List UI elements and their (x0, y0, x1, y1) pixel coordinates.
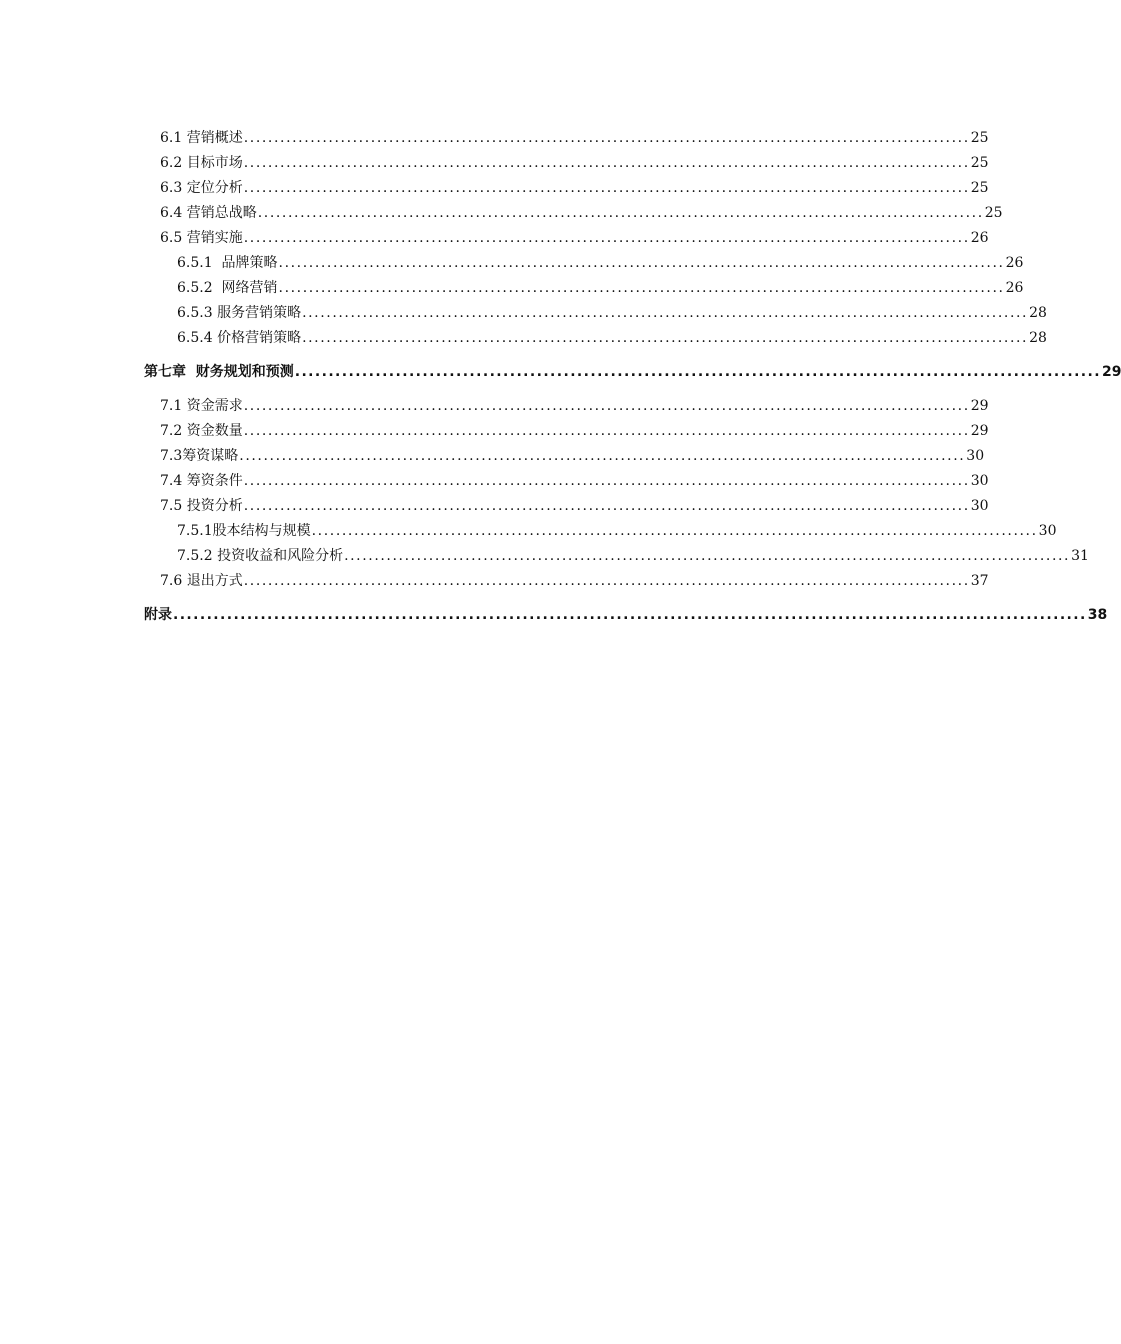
toc-dot-leader: ........................................................................................................................ (243, 423, 970, 439)
toc-entry-page: 25 (970, 155, 989, 171)
toc-dot-leader: ........................................................................................................................ (243, 130, 970, 146)
toc-entry-label: 6.5.4 价格营销策略 (177, 330, 302, 346)
toc-entry-label: 6.3 定位分析 (160, 180, 243, 196)
toc-entry-page: 30 (970, 473, 989, 489)
toc-entry-page: 31 (1071, 548, 1089, 564)
toc-entry-page: 30 (970, 498, 989, 514)
toc-entry-page: 28 (1029, 305, 1047, 321)
toc-entry-label: 7.5.2 投资收益和风险分析 (177, 548, 344, 564)
toc-dot-leader: ........................................................................................................................ (278, 255, 1005, 271)
toc-dot-leader: ........................................................................................................................................ (173, 607, 1087, 623)
toc-entry-label: 6.5.2 网络营销 (177, 280, 278, 296)
toc-entry-7-5[interactable] (160, 497, 989, 515)
toc-entry-6-4[interactable] (160, 204, 1003, 222)
toc-entry-label: 7.2 资金数量 (160, 423, 243, 439)
toc-entry-label: 7.5 投资分析 (160, 498, 243, 514)
toc-entry-7-1[interactable] (160, 397, 989, 415)
toc-entry-6-3[interactable] (160, 179, 989, 197)
toc-entry-7-2[interactable] (160, 422, 989, 440)
toc-entry-6-5-2[interactable] (177, 279, 1024, 297)
toc-chapter-label: 附录 (144, 607, 172, 623)
toc-dot-leader: ........................................................................................................................ (243, 573, 970, 589)
toc-entry-label: 6.2 目标市场 (160, 155, 243, 171)
toc-entry-7-5-2[interactable] (177, 547, 1089, 565)
toc-entry-7-6[interactable] (160, 572, 989, 590)
toc-entry-label: 7.6 退出方式 (160, 573, 243, 589)
toc-dot-leader: ........................................................................................................................ (243, 473, 970, 489)
toc-entry-6-2[interactable] (160, 154, 989, 172)
toc-dot-leader: ........................................................................................................................ (257, 205, 984, 221)
toc-chapter-label: 第七章 财务规划和预测 (144, 364, 294, 380)
toc-dot-leader: ........................................................................................................................ (344, 548, 1071, 564)
toc-entry-page: 26 (970, 230, 989, 246)
toc-dot-leader: ........................................................................................................................ (311, 523, 1038, 539)
toc-entry-6-5[interactable] (160, 229, 989, 247)
toc-entry-page: 25 (984, 205, 1003, 221)
toc-entry-7-4[interactable] (160, 472, 989, 490)
toc-chapter-appendix[interactable] (144, 606, 1108, 624)
toc-entry-page: 37 (970, 573, 989, 589)
toc-entry-label: 7.1 资金需求 (160, 398, 243, 414)
toc-chapter-7[interactable] (144, 363, 1121, 381)
toc-dot-leader: ........................................................................................................................ (294, 364, 1101, 380)
toc-entry-page: 25 (970, 130, 989, 146)
toc-entry-label: 7.4 筹资条件 (160, 473, 243, 489)
toc-entry-6-5-1[interactable] (177, 254, 1024, 272)
toc-entry-page: 26 (1005, 255, 1024, 271)
toc-dot-leader: ........................................................................................................................ (243, 398, 970, 414)
toc-entry-label: 7.3筹资谋略 (160, 448, 239, 464)
toc-entry-page: 28 (1029, 330, 1047, 346)
toc-entry-label: 6.5 营销实施 (160, 230, 243, 246)
toc-chapter-page: 29 (1101, 364, 1121, 380)
toc-dot-leader: ........................................................................................................................ (243, 180, 970, 196)
toc-entry-label: 6.5.1 品牌策略 (177, 255, 278, 271)
toc-dot-leader: ........................................................................................................................ (243, 230, 970, 246)
toc-dot-leader: ........................................................................................................................ (302, 305, 1029, 321)
toc-entry-label: 6.5.3 服务营销策略 (177, 305, 302, 321)
toc-entry-7-3[interactable] (160, 447, 985, 465)
toc-entry-6-1[interactable] (160, 129, 989, 147)
toc-entry-6-5-3[interactable] (177, 304, 1047, 322)
toc-dot-leader: ........................................................................................................................ (302, 330, 1029, 346)
toc-entry-page: 29 (970, 398, 989, 414)
toc-entry-6-5-4[interactable] (177, 329, 1047, 347)
toc-entry-page: 30 (966, 448, 985, 464)
toc-dot-leader: ........................................................................................................................ (243, 155, 970, 171)
toc-entry-page: 29 (970, 423, 989, 439)
toc-chapter-page: 38 (1087, 607, 1108, 623)
toc-entry-7-5-1[interactable] (177, 522, 1057, 540)
toc-entry-page: 30 (1038, 523, 1057, 539)
toc-entry-label: 6.4 营销总战略 (160, 205, 257, 221)
toc-entry-label: 7.5.1股本结构与规模 (177, 523, 311, 539)
toc-dot-leader: ........................................................................................................................ (239, 448, 966, 464)
toc-dot-leader: ........................................................................................................................ (243, 498, 970, 514)
toc-dot-leader: ........................................................................................................................ (278, 280, 1005, 296)
toc-entry-page: 25 (970, 180, 989, 196)
toc-entry-label: 6.1 营销概述 (160, 130, 243, 146)
toc-entry-page: 26 (1005, 280, 1024, 296)
